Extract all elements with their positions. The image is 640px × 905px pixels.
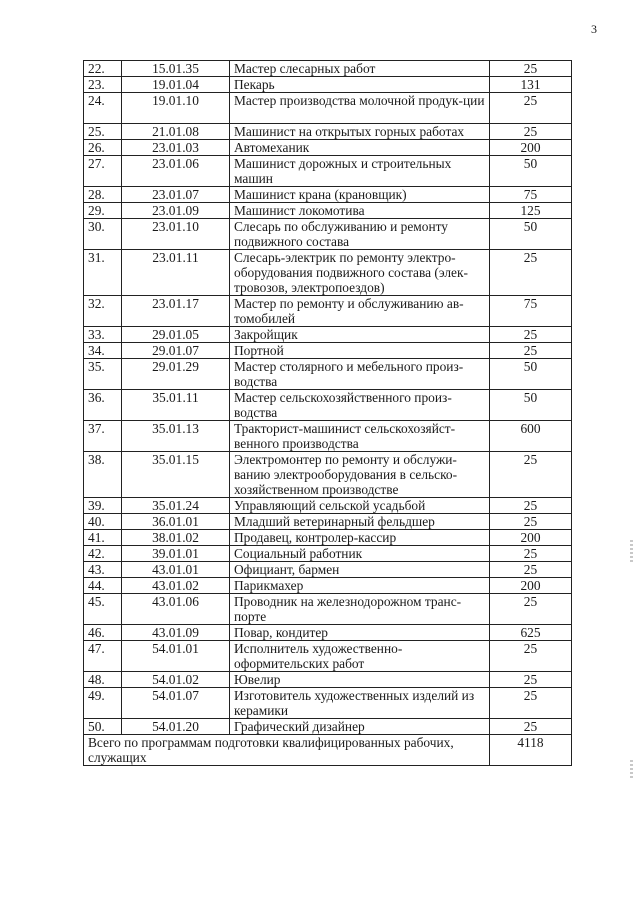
table-row — [84, 625, 572, 641]
admission-count: 200 — [490, 140, 572, 156]
row-number: 28. — [84, 187, 122, 203]
scan-edge-mark — [630, 540, 633, 564]
program-code: 43.01.09 — [122, 625, 230, 641]
program-name: Машинист локомотива — [230, 203, 490, 219]
table-row — [84, 250, 572, 296]
program-name: Тракторист-машинист сельскохозяйст-венного производства — [230, 421, 490, 452]
admission-count: 25 — [490, 452, 572, 498]
table-row — [84, 187, 572, 203]
table-row — [84, 203, 572, 219]
admission-count: 75 — [490, 296, 572, 327]
admission-count: 25 — [490, 498, 572, 514]
program-code: 54.01.01 — [122, 641, 230, 672]
program-code: 39.01.01 — [122, 546, 230, 562]
row-number: 30. — [84, 219, 122, 250]
table-row — [84, 641, 572, 672]
row-number: 41. — [84, 530, 122, 546]
program-code: 21.01.08 — [122, 124, 230, 140]
row-number: 24. — [84, 93, 122, 124]
row-number: 45. — [84, 594, 122, 625]
total-row — [84, 735, 572, 766]
program-code: 54.01.07 — [122, 688, 230, 719]
program-name: Электромонтер по ремонту и обслужи-ванию электрооборудования в сельско-хозяйственном производстве — [230, 452, 490, 498]
admission-count: 600 — [490, 421, 572, 452]
program-name: Графический дизайнер — [230, 719, 490, 735]
program-name: Закройщик — [230, 327, 490, 343]
program-name: Машинист на открытых горных работах — [230, 124, 490, 140]
scan-edge-mark — [630, 760, 633, 778]
program-name: Машинист крана (крановщик) — [230, 187, 490, 203]
program-code: 35.01.13 — [122, 421, 230, 452]
row-number: 50. — [84, 719, 122, 735]
program-code: 54.01.20 — [122, 719, 230, 735]
row-number: 33. — [84, 327, 122, 343]
program-code: 23.01.07 — [122, 187, 230, 203]
program-code: 15.01.35 — [122, 61, 230, 77]
admission-count: 625 — [490, 625, 572, 641]
page-number: 3 — [591, 22, 597, 36]
admission-count: 25 — [490, 562, 572, 578]
row-number: 49. — [84, 688, 122, 719]
program-code: 36.01.01 — [122, 514, 230, 530]
program-code: 19.01.04 — [122, 77, 230, 93]
program-name: Машинист дорожных и строительных машин — [230, 156, 490, 187]
program-code: 35.01.11 — [122, 390, 230, 421]
admission-count: 50 — [490, 359, 572, 390]
program-code: 29.01.05 — [122, 327, 230, 343]
program-code: 29.01.29 — [122, 359, 230, 390]
program-name: Проводник на железнодорожном транс-порте — [230, 594, 490, 625]
table-row — [84, 594, 572, 625]
row-number: 37. — [84, 421, 122, 452]
table-row — [84, 546, 572, 562]
program-name: Мастер столярного и мебельного произ-водства — [230, 359, 490, 390]
row-number: 34. — [84, 343, 122, 359]
admission-count: 50 — [490, 219, 572, 250]
row-number: 43. — [84, 562, 122, 578]
program-name: Социальный работник — [230, 546, 490, 562]
admission-count: 25 — [490, 514, 572, 530]
admission-count: 50 — [490, 390, 572, 421]
program-code: 29.01.07 — [122, 343, 230, 359]
program-name: Мастер по ремонту и обслуживанию ав-томобилей — [230, 296, 490, 327]
program-code: 35.01.24 — [122, 498, 230, 514]
table-row — [84, 124, 572, 140]
row-number: 27. — [84, 156, 122, 187]
row-number: 22. — [84, 61, 122, 77]
admission-count: 200 — [490, 530, 572, 546]
admission-count: 131 — [490, 77, 572, 93]
table-row — [84, 359, 572, 390]
table-row — [84, 530, 572, 546]
table-row — [84, 452, 572, 498]
row-number: 46. — [84, 625, 122, 641]
program-name: Портной — [230, 343, 490, 359]
program-code: 23.01.10 — [122, 219, 230, 250]
admission-count: 25 — [490, 672, 572, 688]
table-row — [84, 219, 572, 250]
admission-count: 25 — [490, 93, 572, 124]
row-number: 35. — [84, 359, 122, 390]
table-row — [84, 93, 572, 124]
program-name: Парикмахер — [230, 578, 490, 594]
table-row — [84, 327, 572, 343]
table-row — [84, 578, 572, 594]
table-row — [84, 672, 572, 688]
program-code: 23.01.03 — [122, 140, 230, 156]
program-name: Пекарь — [230, 77, 490, 93]
admission-count: 200 — [490, 578, 572, 594]
program-code: 19.01.10 — [122, 93, 230, 124]
admission-count: 25 — [490, 594, 572, 625]
program-code: 54.01.02 — [122, 672, 230, 688]
program-code: 38.01.02 — [122, 530, 230, 546]
admission-count: 125 — [490, 203, 572, 219]
table-row — [84, 156, 572, 187]
table-row — [84, 296, 572, 327]
admission-count: 25 — [490, 719, 572, 735]
total-label: Всего по программам подготовки квалифицированных рабочих, служащих — [84, 735, 490, 766]
admission-count: 25 — [490, 343, 572, 359]
table-row — [84, 77, 572, 93]
row-number: 48. — [84, 672, 122, 688]
program-name: Младший ветеринарный фельдшер — [230, 514, 490, 530]
row-number: 26. — [84, 140, 122, 156]
program-name: Управляющий сельской усадьбой — [230, 498, 490, 514]
program-name: Мастер производства молочной продук-ции — [230, 93, 490, 124]
program-code: 23.01.06 — [122, 156, 230, 187]
program-name: Автомеханик — [230, 140, 490, 156]
admission-count: 25 — [490, 546, 572, 562]
program-name: Повар, кондитер — [230, 625, 490, 641]
row-number: 32. — [84, 296, 122, 327]
table-row — [84, 514, 572, 530]
table-row — [84, 343, 572, 359]
table-row — [84, 688, 572, 719]
row-number: 47. — [84, 641, 122, 672]
row-number: 40. — [84, 514, 122, 530]
admission-count: 25 — [490, 327, 572, 343]
table-row — [84, 390, 572, 421]
program-name: Слесарь по обслуживанию и ремонту подвижного состава — [230, 219, 490, 250]
row-number: 29. — [84, 203, 122, 219]
program-code: 43.01.01 — [122, 562, 230, 578]
program-code: 23.01.17 — [122, 296, 230, 327]
admission-count: 25 — [490, 641, 572, 672]
admission-count: 25 — [490, 250, 572, 296]
program-name: Изготовитель художественных изделий из керамики — [230, 688, 490, 719]
programs-table — [83, 60, 572, 766]
program-name: Слесарь-электрик по ремонту электро-оборудования подвижного состава (элек-тровозов, электропоездов) — [230, 250, 490, 296]
table-row — [84, 140, 572, 156]
admission-count: 25 — [490, 688, 572, 719]
table-row — [84, 498, 572, 514]
row-number: 44. — [84, 578, 122, 594]
program-name: Официант, бармен — [230, 562, 490, 578]
row-number: 36. — [84, 390, 122, 421]
program-name: Мастер сельскохозяйственного произ-водства — [230, 390, 490, 421]
program-code: 23.01.11 — [122, 250, 230, 296]
total-count: 4118 — [490, 735, 572, 766]
admission-count: 25 — [490, 61, 572, 77]
program-name: Мастер слесарных работ — [230, 61, 490, 77]
program-code: 23.01.09 — [122, 203, 230, 219]
table-row — [84, 719, 572, 735]
row-number: 38. — [84, 452, 122, 498]
program-code: 35.01.15 — [122, 452, 230, 498]
table-row — [84, 61, 572, 77]
admission-count: 25 — [490, 124, 572, 140]
row-number: 42. — [84, 546, 122, 562]
program-name: Продавец, контролер-кассир — [230, 530, 490, 546]
admission-count: 75 — [490, 187, 572, 203]
table-row — [84, 421, 572, 452]
program-code: 43.01.06 — [122, 594, 230, 625]
program-name: Исполнитель художественно-оформительских работ — [230, 641, 490, 672]
row-number: 25. — [84, 124, 122, 140]
row-number: 39. — [84, 498, 122, 514]
program-code: 43.01.02 — [122, 578, 230, 594]
row-number: 31. — [84, 250, 122, 296]
table-row — [84, 562, 572, 578]
admission-count: 50 — [490, 156, 572, 187]
program-name: Ювелир — [230, 672, 490, 688]
row-number: 23. — [84, 77, 122, 93]
